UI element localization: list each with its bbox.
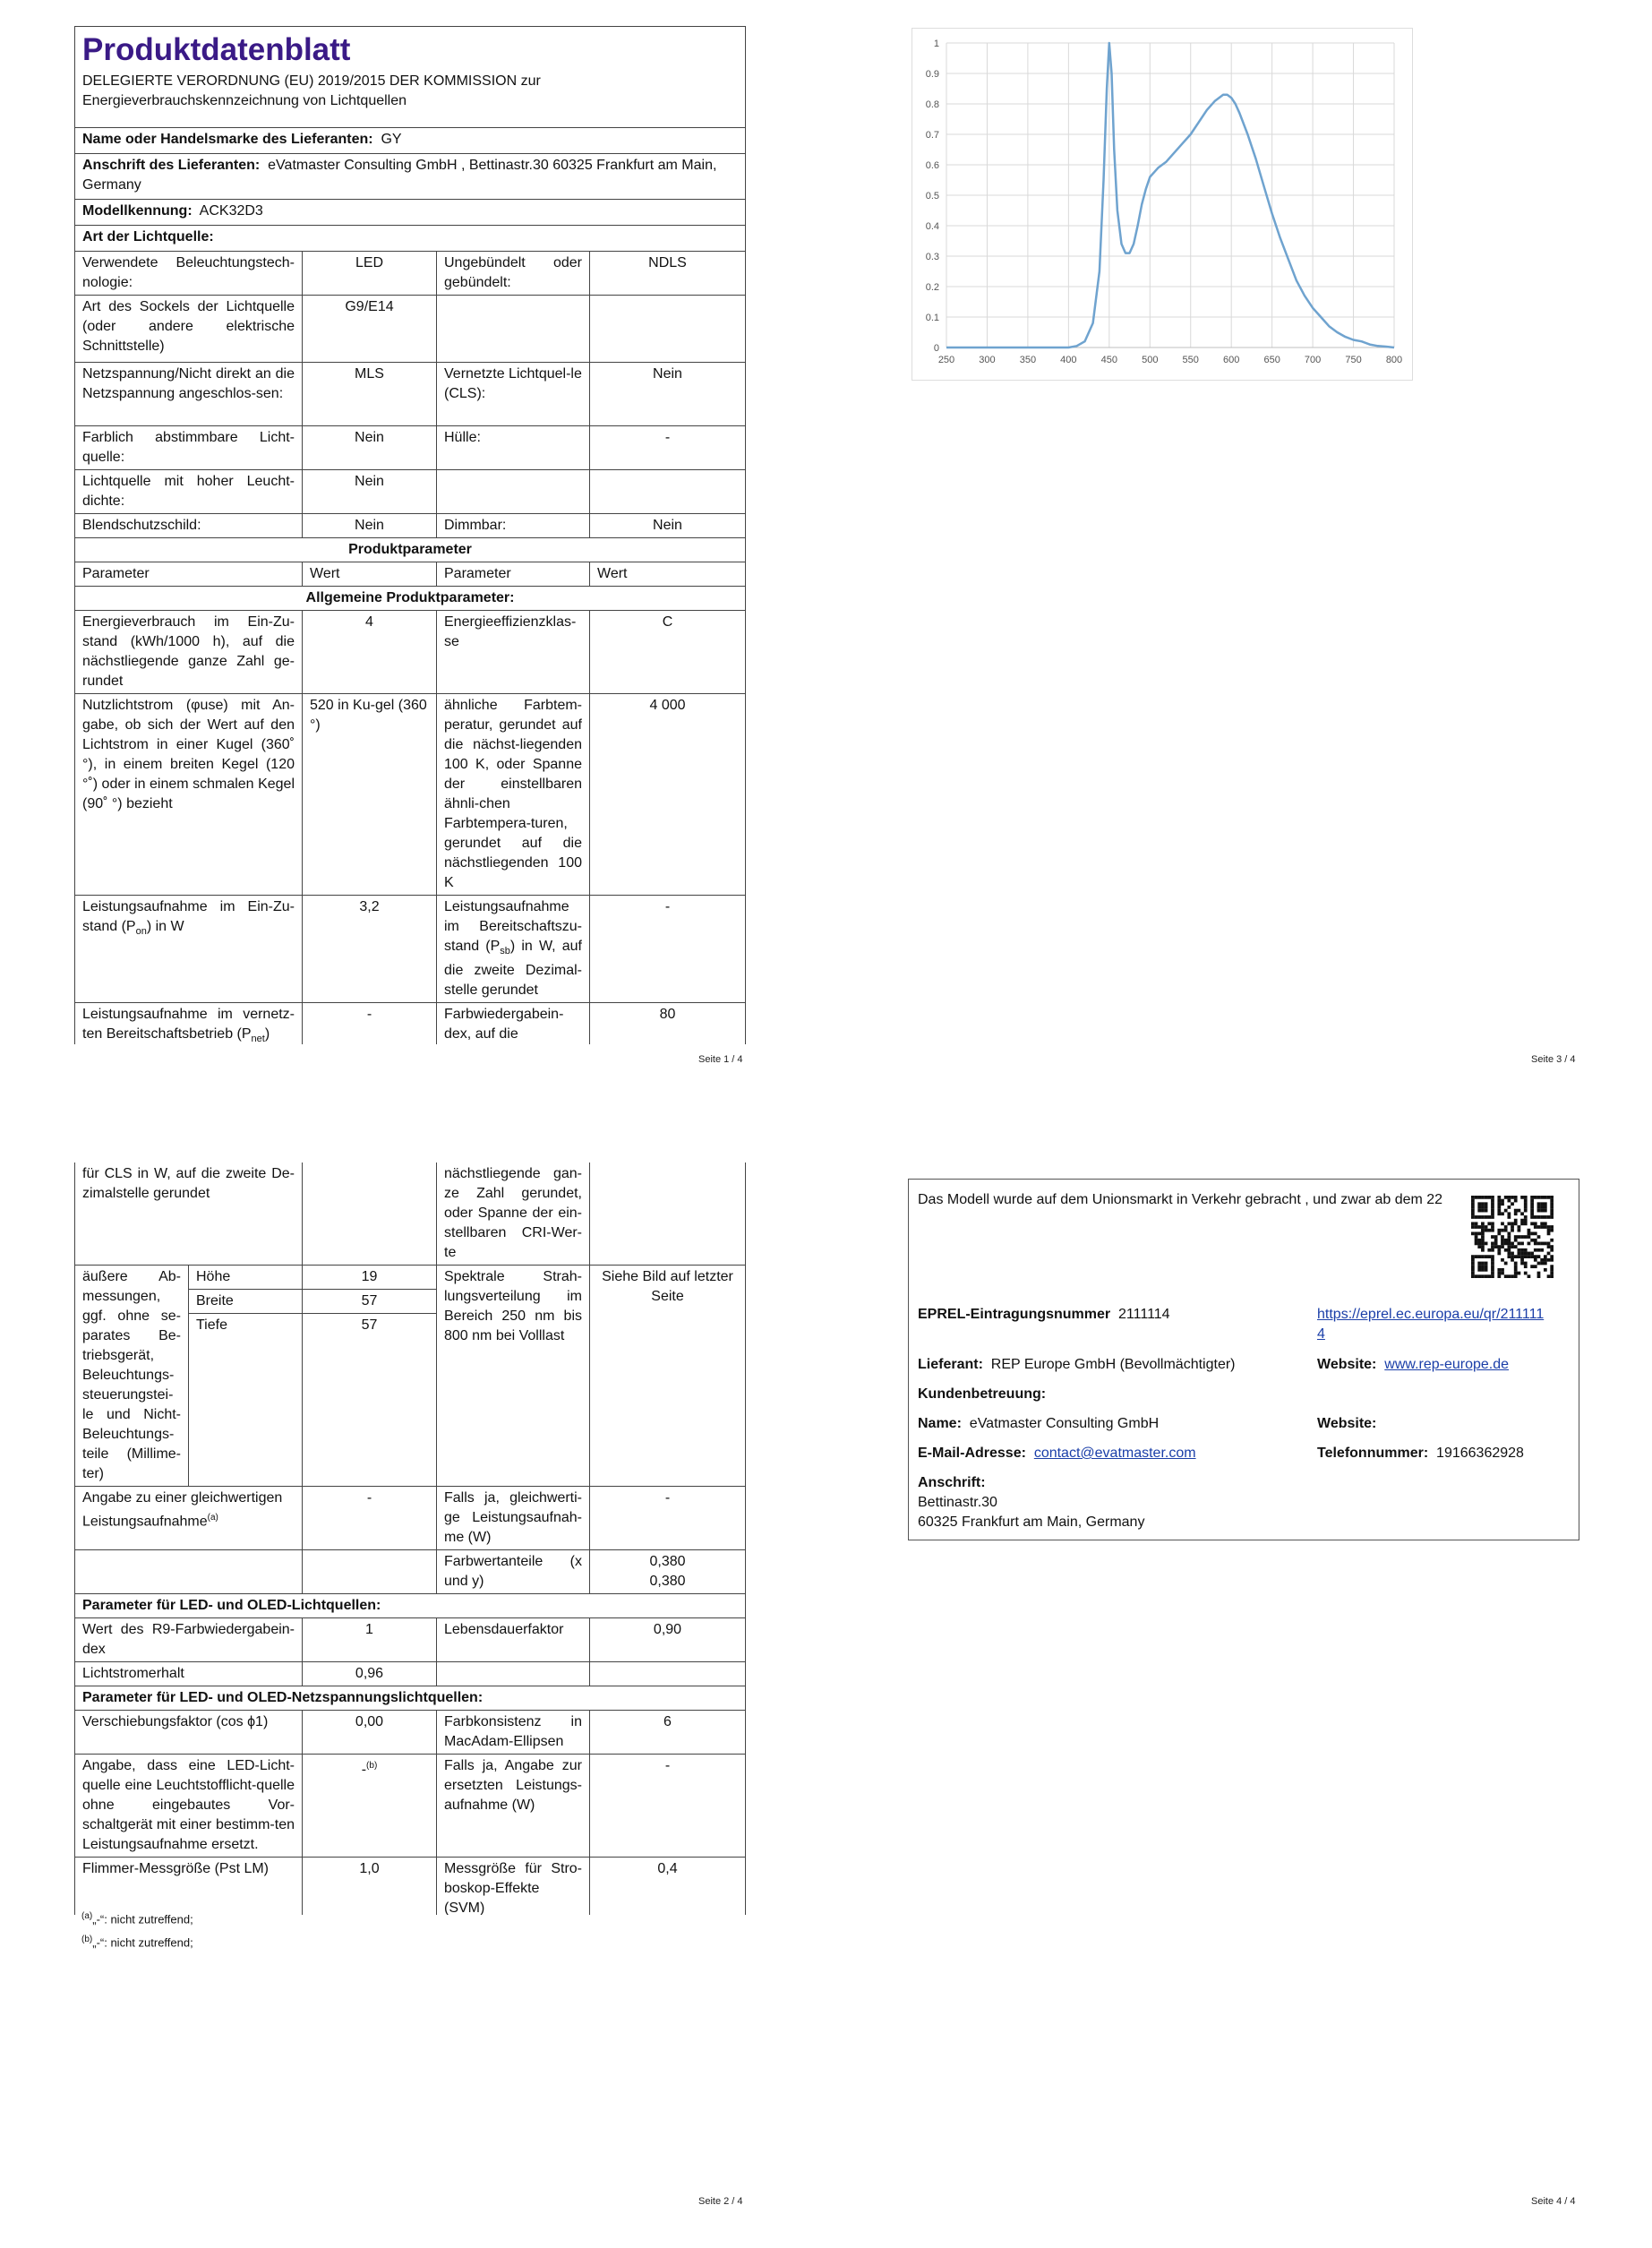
- row-label: Ungebündelt oder gebündelt:: [437, 252, 590, 296]
- row-label: Netzspannung/Nicht direkt an die Netzspannung angeschlos-sen:: [75, 363, 303, 426]
- spectral-label: Spektrale Strah-lungsverteilung im Bereich 250 nm bis 800 nm bei Volllast: [437, 1266, 590, 1487]
- y-tick-label: 0: [933, 343, 939, 354]
- table-row: [75, 1858, 746, 1916]
- row-label: Vernetzte Lichtquel-le (CLS):: [437, 363, 590, 426]
- model-row: [75, 200, 746, 226]
- product-datasheet-table-continued: [74, 1163, 746, 1915]
- row-label: Farblich abstimmbare Licht-quelle:: [75, 426, 303, 470]
- led-parameters-heading: Parameter für LED- und OLED-Lichtquellen:: [82, 1598, 381, 1613]
- eprel-entry: EPREL-Eintragungsnummer 2111114: [918, 1307, 1170, 1322]
- row-value: Nein: [303, 514, 437, 538]
- x-tick-label: 500: [1142, 355, 1159, 365]
- model-label: Modellkennung:: [82, 203, 193, 219]
- table-row: [75, 514, 746, 538]
- light-source-type-label: Art der Lichtquelle:: [82, 229, 214, 245]
- address-value: eVatmaster Consulting GmbH , Bettinastr.30 60325 Frankfurt am Main, Germany: [82, 158, 717, 193]
- table-row: [75, 1755, 746, 1858]
- table-row: [75, 611, 746, 694]
- row-value: 4 000: [590, 694, 746, 896]
- table-row: [75, 296, 746, 363]
- row-label: Blendschutzschild:: [75, 514, 303, 538]
- row-value: -: [303, 1487, 437, 1550]
- y-tick-label: 0.7: [925, 130, 939, 141]
- row-label: Lichtquelle mit hoher Leucht-dichte:: [75, 470, 303, 514]
- row-value: [590, 296, 746, 363]
- row-label: Hülle:: [437, 426, 590, 470]
- address-row: [75, 154, 746, 200]
- row-value: -: [590, 1487, 746, 1550]
- y-tick-label: 0.4: [925, 221, 939, 232]
- page-title: Produktdatenblatt: [82, 32, 351, 67]
- table-row: [75, 1163, 746, 1266]
- table-row: [75, 694, 746, 896]
- height-value: 19: [303, 1266, 437, 1290]
- y-tick-label: 1: [933, 39, 939, 49]
- row-value: -$^{(b)}$: [303, 1755, 437, 1858]
- row-value: Nein: [303, 426, 437, 470]
- x-tick-label: 800: [1385, 355, 1403, 365]
- email-entry: E-Mail-Adresse: contact@evatmaster.com: [918, 1446, 1196, 1461]
- row-label: Falls ja, gleichwerti-ge Leistungsaufnah-me (W): [437, 1487, 590, 1550]
- row-label: Energieverbrauch im Ein-Zu-stand (kWh/1000 h), auf die nächstliegende ganze Zahl ge-rundet: [75, 611, 303, 694]
- table-row: [75, 1266, 746, 1290]
- row-label: Wert des R9-Farbwiedergabein-dex: [75, 1618, 303, 1662]
- row-value: LED: [303, 252, 437, 296]
- row-value: 520 in Ku-gel (360 °): [303, 694, 437, 896]
- depth-value: 57: [303, 1314, 437, 1487]
- row-value: 1,0: [303, 1858, 437, 1916]
- footnote-b: $^{(b)}$„-“: nicht zutreffend;: [81, 1935, 193, 1950]
- y-tick-label: 0.3: [925, 252, 939, 262]
- eprel-info-box: [908, 1179, 1579, 1540]
- row-label: Lebensdauerfaktor: [437, 1618, 590, 1662]
- y-tick-label: 0.6: [925, 160, 939, 171]
- light-source-type-row: [75, 226, 746, 252]
- row-label: Farbwiedergabein-dex, auf die: [437, 1003, 590, 1044]
- row-value: 80: [590, 1003, 746, 1044]
- row-value: Nein: [590, 514, 746, 538]
- table-row: [75, 896, 746, 1003]
- x-tick-label: 400: [1060, 355, 1077, 365]
- row-label: Lichtstromerhalt: [75, 1662, 303, 1686]
- phone-entry: Telefonnummer: 19166362928: [1317, 1446, 1524, 1461]
- table-row: [75, 1550, 746, 1594]
- row-label: Dimmbar:: [437, 514, 590, 538]
- table-row: [75, 1003, 746, 1044]
- row-label: Leistungsaufnahme im vernetz-ten Bereitschaftsbetrieb $(P_{net})$: [75, 1003, 303, 1044]
- depth-label: Tiefe: [189, 1314, 303, 1487]
- row-value: 0,00: [303, 1711, 437, 1755]
- row-label: Farbkonsistenz in MacAdam-Ellipsen: [437, 1711, 590, 1755]
- spectral-value: Siehe Bild auf letzter Seite: [590, 1266, 746, 1487]
- row-value: 0,96: [303, 1662, 437, 1686]
- chromaticity-label: Farbwertanteile (x und y): [437, 1550, 590, 1594]
- row-label: Leistungsaufnahme im Bereitschaftszu-stand $(P_{sb})$ in W, auf die zweite Dezimal-stelle gerundet: [437, 896, 590, 1003]
- address-label: Anschrift des Lieferanten:: [82, 158, 261, 173]
- col-header-value: Wert: [590, 562, 746, 587]
- qr-code-icon: [1471, 1196, 1554, 1278]
- page-number: Seite 1 / 4: [698, 1054, 743, 1065]
- section-heading-row: [75, 1594, 746, 1618]
- row-label: Verwendete Beleuchtungstech-nologie:: [75, 252, 303, 296]
- y-tick-label: 0.8: [925, 99, 939, 110]
- supplier-label: Name oder Handelsmarke des Lieferanten:: [82, 132, 373, 147]
- x-tick-label: 700: [1304, 355, 1322, 365]
- page-number: Seite 4 / 4: [1531, 2196, 1576, 2207]
- row-value: Nein: [590, 363, 746, 426]
- page-2-table-wrap: [0, 1163, 806, 1915]
- product-datasheet-table: [74, 26, 746, 1044]
- x-tick-label: 450: [1100, 355, 1117, 365]
- address-line-1: Bettinastr.30: [918, 1495, 997, 1510]
- row-value: 3,2: [303, 896, 437, 1003]
- width-value: 57: [303, 1290, 437, 1314]
- row-value: 0,90: [590, 1618, 746, 1662]
- table-row: [75, 1662, 746, 1686]
- row-value: -: [303, 1003, 437, 1044]
- row-value: -: [590, 896, 746, 1003]
- regulation-subtitle: DELEGIERTE VERORDNUNG (EU) 2019/2015 DER KOMMISSION zur Energieverbrauchskennzeichnung von Lichtquellen: [82, 73, 541, 108]
- table-row: [75, 1618, 746, 1662]
- eprel-link[interactable]: https://eprel.ec.europa.eu/qr/2111114: [1317, 1307, 1545, 1342]
- row-label: nächstliegende gan-ze Zahl gerundet, oder Spanne der ein-stellbaren CRI-Wer-te: [437, 1163, 590, 1266]
- row-label: [437, 296, 590, 363]
- row-label: Flimmer-Messgröße (Pst LM): [75, 1858, 303, 1916]
- x-tick-label: 300: [979, 355, 996, 365]
- x-tick-label: 650: [1263, 355, 1280, 365]
- customer-support-heading: Kundenbetreuung:: [918, 1386, 1047, 1402]
- x-tick-label: 250: [937, 355, 955, 365]
- section-heading-row: [75, 1686, 746, 1711]
- row-label: Art des Sockels der Lichtquelle (oder andere elektrische Schnittstelle): [75, 296, 303, 363]
- address-heading: Anschrift:: [918, 1475, 986, 1490]
- y-tick-label: 0.5: [925, 191, 939, 202]
- x-tick-label: 350: [1019, 355, 1037, 365]
- x-tick-label: 750: [1345, 355, 1362, 365]
- general-parameters-heading: Allgemeine Produktparameter:: [305, 590, 515, 605]
- chromaticity-values: 0,380 0,380: [590, 1550, 746, 1594]
- row-label: [437, 470, 590, 514]
- row-value: G9/E14: [303, 296, 437, 363]
- page-number: Seite 3 / 4: [1531, 1054, 1576, 1065]
- name-entry: Name: eVatmaster Consulting GmbH: [918, 1416, 1160, 1431]
- row-label: für CLS in W, auf die zweite De-zimalstelle gerundet: [75, 1163, 303, 1266]
- y-tick-label: 0.1: [925, 313, 939, 323]
- col-header-parameter: Parameter: [437, 562, 590, 587]
- table-row: [75, 252, 746, 296]
- row-value: 1: [303, 1618, 437, 1662]
- row-value: 6: [590, 1711, 746, 1755]
- width-label: Breite: [189, 1290, 303, 1314]
- row-value: -: [590, 426, 746, 470]
- footnote-a: $^{(a)}$„-“: nicht zutreffend;: [81, 1911, 193, 1926]
- supplier-row: [75, 128, 746, 154]
- website-link[interactable]: www.rep-europe.de: [1384, 1357, 1510, 1372]
- table-row: [75, 1487, 746, 1550]
- row-label: Angabe, dass eine LED-Licht-quelle eine Leuchtstofflicht-quelle ohne eingebautes Vor-schaltgerät mit einer bestimm-ten Leistungsaufnahme ersetzt.: [75, 1755, 303, 1858]
- website-entry: Website: www.rep-europe.de: [1317, 1357, 1510, 1372]
- model-value: ACK32D3: [199, 203, 263, 219]
- height-label: Höhe: [189, 1266, 303, 1290]
- table-row: [75, 1711, 746, 1755]
- row-label: Verschiebungsfaktor (cos ϕ1): [75, 1711, 303, 1755]
- dimensions-label: äußere Ab-messungen, ggf. ohne se-parates Be-triebsgerät, Beleuchtungs-steuerungstei-le und Nicht-Beleuchtungs-teile (Millime-ter): [75, 1266, 189, 1487]
- supplier-entry: Lieferant: REP Europe GmbH (Bevollmächtigter): [918, 1357, 1236, 1372]
- product-parameters-heading: Produktparameter: [348, 542, 472, 557]
- y-tick-label: 0.9: [925, 69, 939, 80]
- x-tick-label: 550: [1182, 355, 1199, 365]
- row-label: Messgröße für Stro-boskop-Effekte (SVM): [437, 1858, 590, 1916]
- row-value: Nein: [303, 470, 437, 514]
- website2-entry: Website:: [1317, 1416, 1377, 1431]
- row-label: Energieeffizienzklas-se: [437, 611, 590, 694]
- row-value: NDLS: [590, 252, 746, 296]
- section-heading-row: [75, 538, 746, 562]
- address-line-2: 60325 Frankfurt am Main, Germany: [918, 1514, 1145, 1530]
- chart-svg: [912, 29, 1412, 380]
- email-link[interactable]: contact@evatmaster.com: [1033, 1446, 1196, 1461]
- row-value: -: [590, 1755, 746, 1858]
- supplier-value: GY: [381, 132, 402, 147]
- row-value: 0,4: [590, 1858, 746, 1916]
- market-date-text: Das Modell wurde auf dem Unionsmarkt in Verkehr gebracht , und zwar ab dem 22: [918, 1192, 1443, 1207]
- row-value: C: [590, 611, 746, 694]
- table-row: [75, 470, 746, 514]
- page-number: Seite 2 / 4: [698, 2196, 743, 2207]
- row-label: Falls ja, Angabe zur ersetzten Leistungs-aufnahme (W): [437, 1755, 590, 1858]
- row-value: [590, 470, 746, 514]
- title-row: [75, 27, 746, 128]
- col-header-parameter: Parameter: [75, 562, 303, 587]
- column-header-row: [75, 562, 746, 587]
- x-tick-label: 600: [1223, 355, 1240, 365]
- table-row: [75, 363, 746, 426]
- row-label: Leistungsaufnahme im Ein-Zu-stand $(P_{on})$ in W: [75, 896, 303, 1003]
- col-header-value: Wert: [303, 562, 437, 587]
- spectral-distribution-chart: [912, 28, 1413, 381]
- section-heading-row: [75, 587, 746, 611]
- mains-parameters-heading: Parameter für LED- und OLED-Netzspannungslichtquellen:: [82, 1690, 484, 1705]
- row-value: MLS: [303, 363, 437, 426]
- row-label: Angabe zu einer gleichwertigen Leistungsaufnahme$^{(a)}$: [75, 1487, 303, 1550]
- page-1-table-wrap: [0, 0, 806, 1044]
- table-row: [75, 426, 746, 470]
- y-tick-label: 0.2: [925, 282, 939, 293]
- row-label: Nutzlichtstrom (φuse) mit An-gabe, ob sich der Wert auf den Lichtstrom in einer Kugel (360˚ °), in einem breiten Kegel (120 °˚) oder in einem schmalen Kegel (90˚ °) bezieht: [75, 694, 303, 896]
- row-value: 4: [303, 611, 437, 694]
- row-label: ähnliche Farbtem-peratur, gerundet auf die nächst-liegenden 100 K, oder Spanne der einstellbaren ähnli-chen Farbtempera-turen, gerundet auf die nächstliegenden 100 K: [437, 694, 590, 896]
